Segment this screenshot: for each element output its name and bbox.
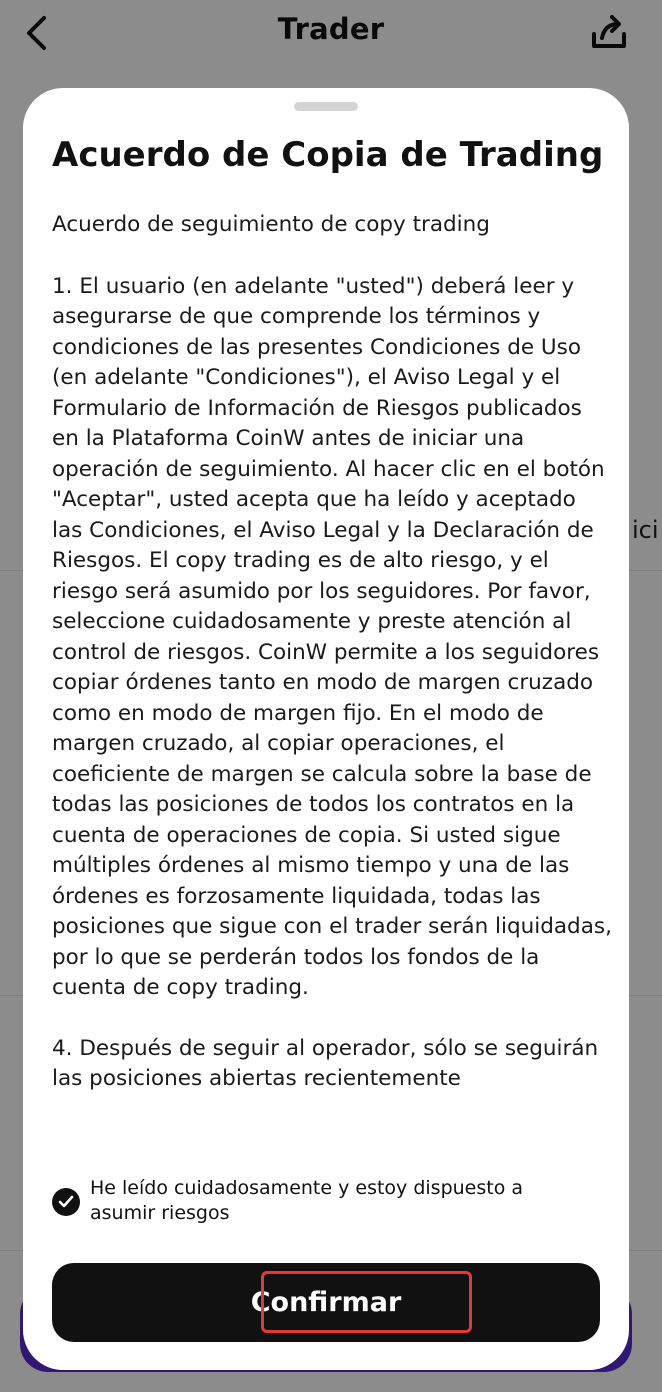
- agreement-paragraph: Acuerdo de seguimiento de copy trading: [52, 212, 490, 237]
- confirm-button-label: Confirmar: [250, 1287, 402, 1318]
- background-partial-text: ici: [632, 516, 659, 544]
- page-title: Trader: [277, 12, 385, 46]
- check-circle-icon[interactable]: [52, 1188, 80, 1216]
- sheet-title: Acuerdo de Copia de Trading: [52, 135, 604, 175]
- agreement-text-scroll[interactable]: [52, 210, 612, 1156]
- agreement-sheet: [23, 88, 629, 1370]
- confirm-button[interactable]: [52, 1263, 600, 1342]
- agree-risk-label: He leído cuidadosamente y estoy dispuesto a asumir riesgos: [90, 1177, 524, 1224]
- agreement-paragraph: 4. Después de seguir al operador, sólo se seguirán las posiciones abiertas recientemente: [52, 1035, 599, 1091]
- agree-risk-checkbox[interactable]: [52, 1176, 592, 1232]
- sheet-grabber-handle[interactable]: [294, 102, 358, 111]
- agreement-paragraph: 1. El usuario (en adelante "usted") deberá leer y asegurarse de que comprende los términos y condiciones de las presentes Condiciones de Uso (en adelante "Condiciones"), el Aviso Legal y el Formulario de Información de Riesgos publicados en la Plataforma CoinW antes de iniciar una operación de seguimiento. Al hacer clic en el botón "Aceptar", usted acepta que ha leído y aceptado las Condiciones, el Aviso Legal y la Declaración de Riesgos. El copy trading es de alto riesgo, y el riesgo será asumido por los seguidores. Por favor, seleccione cuidadosamente y preste atención al control de riesgos. CoinW permite a los seguidores copiar órdenes tanto en modo de margen cruzado como en modo de margen fijo. En el modo de margen cruzado, al copiar operaciones, el coeficiente de margen se calcula sobre la base de todas las posiciones de todos los contratos en la cuenta de operaciones de copia. Si usted sigue múltiples órdenes al mismo tiempo y una de las órdenes es forzosamente liquidada, todas las posiciones que sigue con el trader serán liquidadas, por lo que se perderán todos los fondos de la cuenta de copy trading.: [52, 273, 612, 1000]
